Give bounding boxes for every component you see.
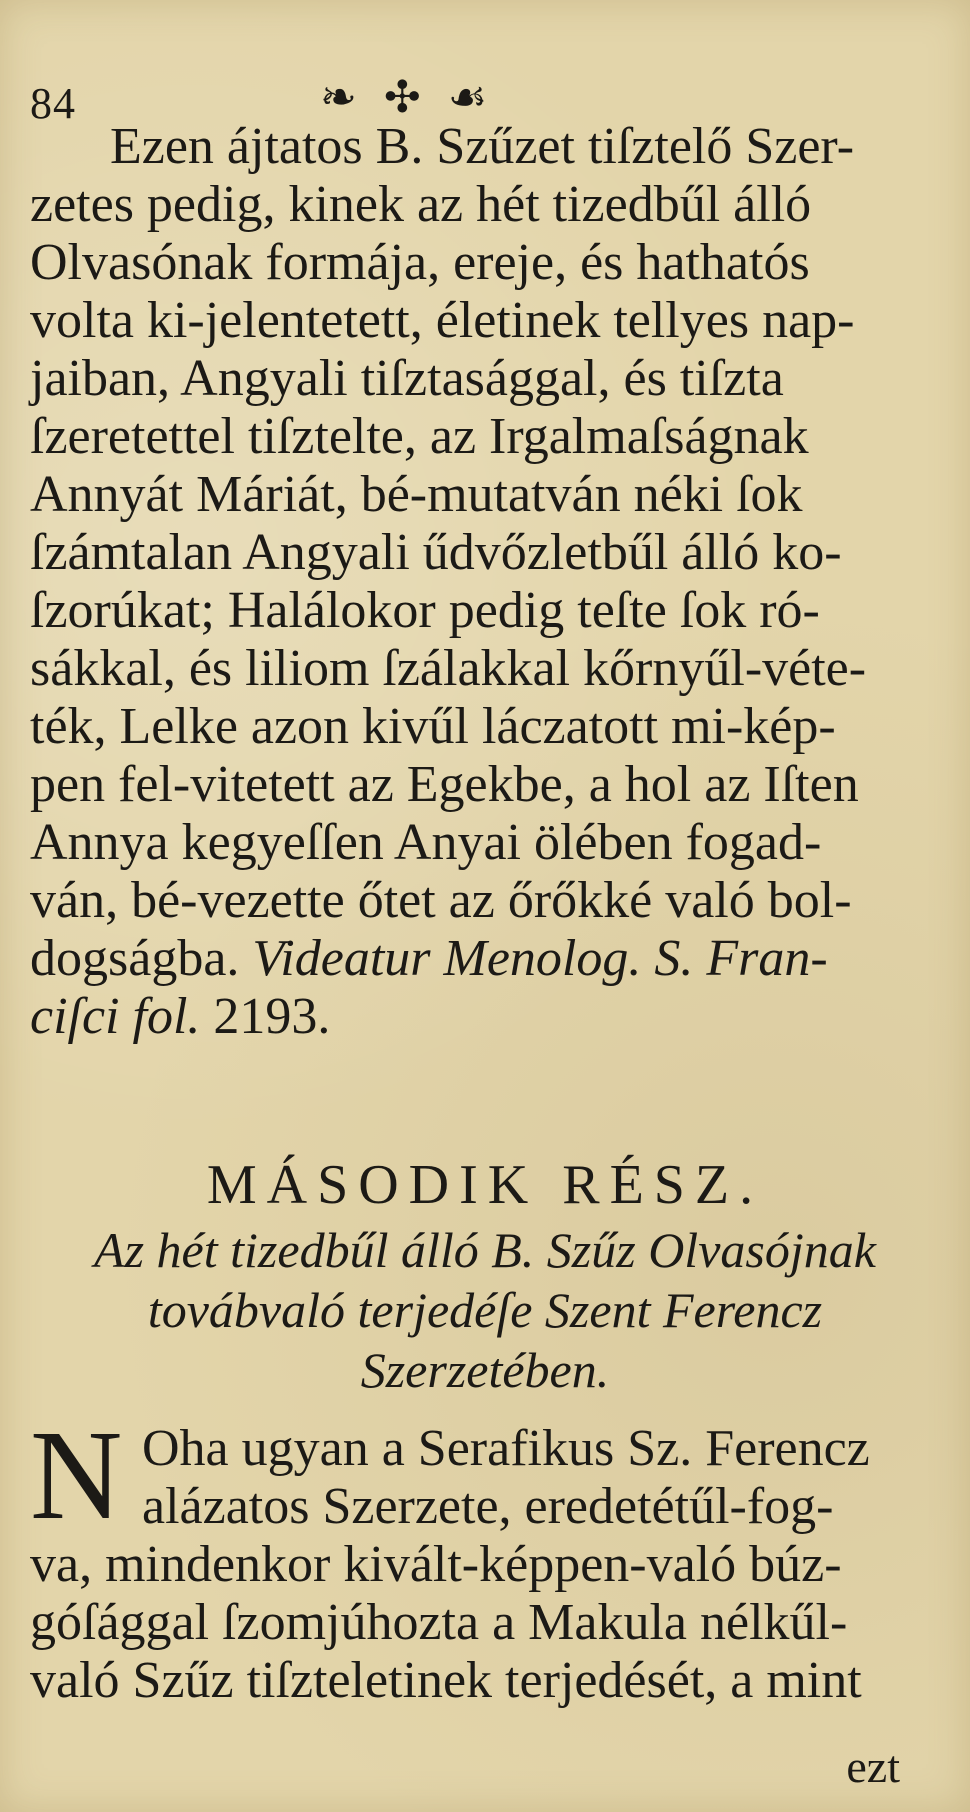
header-ornament: ❧ ✣ ☙: [320, 73, 496, 122]
citation-italic: Videatur Menolog. S. Fran-: [252, 930, 828, 987]
citation-folio-number: 2193.: [213, 988, 331, 1045]
text-line: jaiban, Angyali tiſztasággal, és tiſzta: [30, 350, 784, 407]
text-line: góſággal ſzomjúhozta a Makula nélkűl-: [30, 1594, 848, 1651]
text-line: való Szűz tiſzteletinek terjedését, a mint: [30, 1652, 862, 1709]
section-subtitle: [0, 1220, 970, 1400]
text-line: ván, bé-vezette őtet az őrőkké való bol-: [30, 872, 852, 929]
section-heading: MÁSODIK RÉSZ.: [206, 1154, 764, 1216]
text-line: Olvasónak formája, ereje, és hathatós: [30, 234, 810, 291]
text-line: volta ki-jelentetett, életinek tellyes nap-: [30, 292, 855, 349]
subtitle-line: továbvaló terjedéſe Szent Ferencz: [147, 1282, 823, 1338]
citation-line: [30, 988, 910, 1046]
text-line: sákkal, és liliom ſzálakkal kőrnyűl-véte-: [30, 640, 867, 697]
subtitle-line: Az hét tizedbűl álló B. Szűz Olvasójnak: [94, 1222, 876, 1278]
catchword: ezt: [846, 1741, 900, 1792]
text-fragment: dogságba.: [30, 930, 240, 987]
paragraph-1: [30, 118, 910, 1046]
text-line: Annya kegyeſſen Anyai ölében fogad-: [30, 814, 822, 871]
text-line: pen fel-vitetett az Egekbe, a hol az Iſten: [30, 756, 859, 813]
text-line: Annyát Máriát, bé-mutatván néki ſok: [30, 466, 803, 523]
subtitle-line: Szerzetében.: [360, 1342, 610, 1398]
text-line: ſzeretettel tiſztelte, az Irgalmaſságnak: [30, 408, 809, 465]
paragraph-2: [30, 1404, 910, 1710]
text-line: Ezen ájtatos B. Szűzet tiſztelő Szer-: [110, 118, 855, 175]
text-line-with-citation: [30, 930, 910, 988]
text-line: alázatos Szerzete, eredetétűl-fog-: [142, 1478, 834, 1535]
text-line: va, mindenkor kivált-képpen-való búz-: [30, 1536, 842, 1593]
drop-cap: N: [30, 1404, 123, 1546]
text-line: ſzámtalan Angyali űdvőzletbűl álló ko-: [30, 524, 842, 581]
text-line: ték, Lelke azon kivűl láczatott mi-kép-: [30, 698, 836, 755]
text-line: zetes pedig, kinek az hét tizedbűl álló: [30, 176, 812, 233]
page-number: 84: [30, 79, 76, 128]
citation-italic: ciſci fol.: [30, 988, 201, 1045]
text-line: Oha ugyan a Serafikus Sz. Ferencz: [142, 1420, 870, 1477]
text-line: ſzorúkat; Halálokor pedig teſte ſok ró-: [30, 582, 820, 639]
